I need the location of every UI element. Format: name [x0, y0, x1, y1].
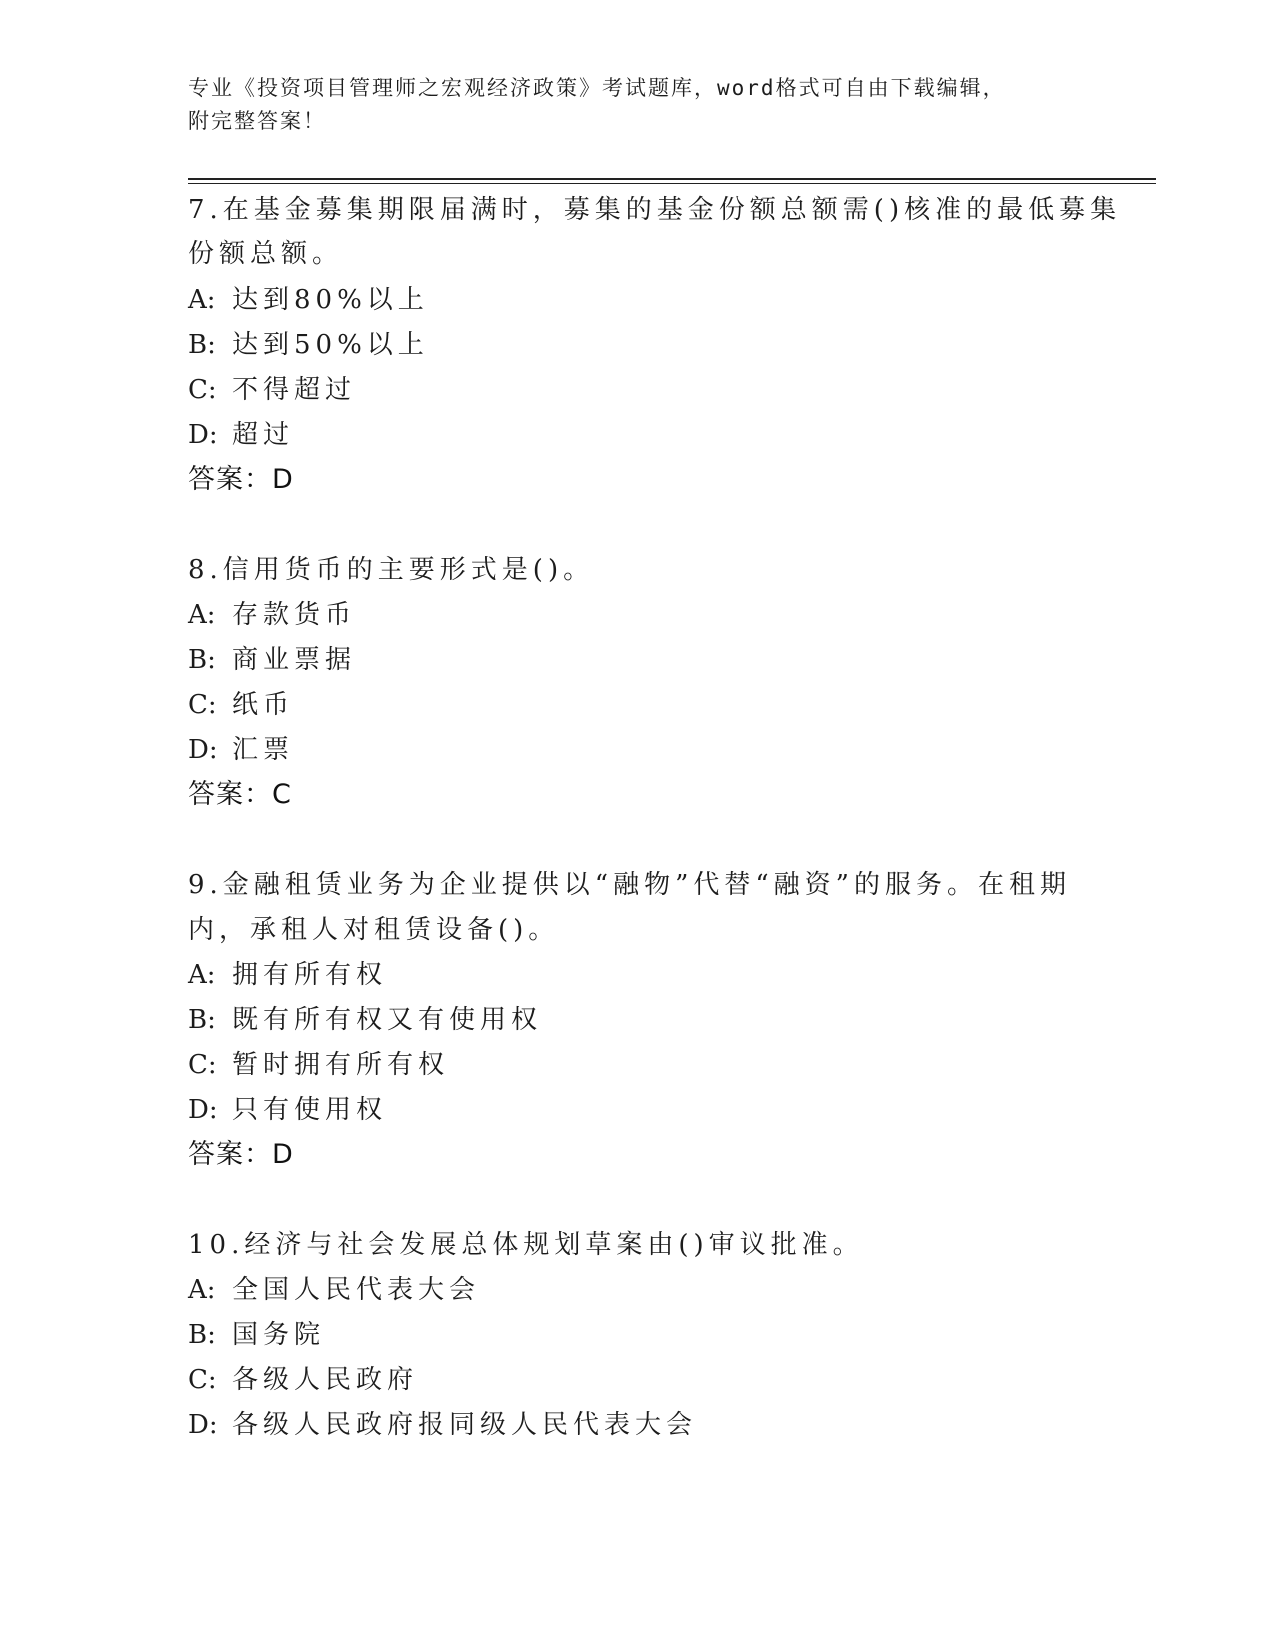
- option-text: 暂时拥有所有权: [232, 1050, 450, 1080]
- option-text: 汇票: [232, 735, 295, 765]
- option-label: B:: [188, 645, 216, 675]
- question-10-option-d: [188, 1408, 697, 1442]
- question-8-option-b: [188, 643, 356, 677]
- option-text: 不得超过: [232, 375, 357, 405]
- question-8-option-a: [188, 598, 356, 632]
- question-7-stem-line-2: 份额总额。: [188, 239, 344, 269]
- question-7-answer: 答案：D: [188, 464, 294, 495]
- question-7-option-c: [188, 373, 356, 407]
- option-text: 既有所有权又有使用权: [232, 1005, 543, 1035]
- question-10-option-c: [188, 1363, 418, 1397]
- option-label: A:: [188, 960, 216, 990]
- question-9-answer: 答案：D: [188, 1139, 294, 1170]
- option-text: 商业票据: [232, 645, 357, 675]
- option-label: B:: [188, 330, 216, 360]
- question-7-option-a: [188, 283, 429, 317]
- header-divider-thick: [188, 178, 1156, 180]
- option-text: 拥有所有权: [232, 960, 388, 990]
- option-text: 存款货币: [232, 600, 357, 630]
- option-text: 达到50%以上: [232, 330, 429, 360]
- option-text: 各级人民政府: [232, 1365, 419, 1395]
- option-label: D:: [188, 1095, 218, 1125]
- option-label: A:: [188, 600, 216, 630]
- option-text: 各级人民政府报同级人民代表大会: [232, 1410, 698, 1440]
- question-9-option-d: [188, 1093, 387, 1127]
- header-line-1: 专业《投资项目管理师之宏观经济政策》考试题库，word格式可自由下载编辑，: [188, 76, 1006, 100]
- question-10-option-b: [188, 1318, 325, 1352]
- option-label: C:: [188, 690, 217, 720]
- question-10-option-a: [188, 1273, 480, 1307]
- question-8-stem: 8.信用货币的主要形式是()。: [188, 555, 595, 585]
- question-9-option-c: [188, 1048, 449, 1082]
- header-line-2: 附完整答案！: [188, 109, 326, 133]
- question-9-stem-line-2: 内，承租人对租赁设备()。: [188, 915, 560, 945]
- option-text: 只有使用权: [232, 1095, 388, 1125]
- question-9-stem-line-1: 9.金融租赁业务为企业提供以“融物”代替“融资”的服务。在租期: [188, 870, 1071, 900]
- document-header: [188, 72, 1068, 138]
- question-9-option-b: [188, 1003, 542, 1037]
- question-7-stem-line-1: 7.在基金募集期限届满时，募集的基金份额总额需()核准的最低募集: [188, 195, 1122, 225]
- option-text: 超过: [232, 420, 295, 450]
- option-label: A:: [188, 1275, 216, 1305]
- question-9-option-a: [188, 958, 387, 992]
- question-7-option-b: [188, 328, 429, 362]
- question-8-answer: 答案：C: [188, 779, 292, 810]
- option-label: D:: [188, 735, 218, 765]
- option-text: 达到80%以上: [232, 285, 429, 315]
- option-text: 全国人民代表大会: [232, 1275, 481, 1305]
- option-label: C:: [188, 1050, 217, 1080]
- question-8-option-d: [188, 733, 294, 767]
- question-10-stem: 10.经济与社会发展总体规划草案由()审议批准。: [188, 1230, 864, 1260]
- option-label: B:: [188, 1320, 216, 1350]
- option-text: 国务院: [232, 1320, 326, 1350]
- question-8-option-c: [188, 688, 294, 722]
- option-label: D:: [188, 1410, 218, 1440]
- header-divider-thin: [188, 183, 1156, 184]
- option-text: 纸币: [232, 690, 295, 720]
- question-7-option-d: [188, 418, 294, 452]
- option-label: A:: [188, 285, 216, 315]
- option-label: C:: [188, 375, 217, 405]
- option-label: D:: [188, 420, 218, 450]
- option-label: C:: [188, 1365, 217, 1395]
- option-label: B:: [188, 1005, 216, 1035]
